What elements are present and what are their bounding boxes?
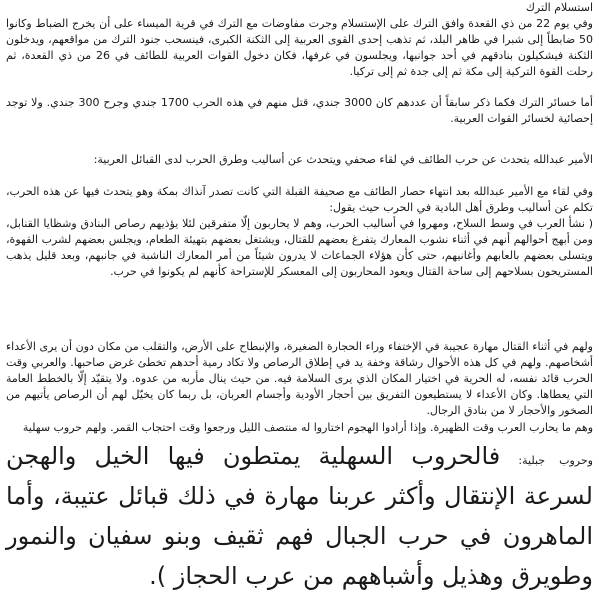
paragraph-quote-part3-line1: وهم ما يحارب العرب وقت الظهيرة. وإذا أرادوا الهجوم اختاروا له منتصف الليل ورجعوا وقت احتجاب القمر. ولهم حروب سهلية: [22, 421, 593, 434]
paragraph-large-text: فالحروب السهلية يمتطون فيها الخيل والهجن لسرعة الإنتقال وأكثر عربنا مهارة في ذلك قبائل عتيبة، وأما الماهرون في حرب الجبال فهم ثقيف وبنو سفيان والنمور وطويرق وهذيل وأشباههم من عرب الحجاز ).: [6, 442, 593, 590]
paragraph-quote-part2: ولهم في أثناء القتال مهارة عجيبة في الإختفاء وراء الحجارة الصغيرة، والإنبطاح على الأرض، والتقلب من مكان دون أن يرى الأعداء أشخاصهم. ولهم في كل هذه الأحوال رشاقة وخفة يد في إطلاق الرصاص ولا تكاد رمية أحدهم تخطئ غرض صاحبها. والعربي وقت الحرب قائد نفسه، له الحرية في اختيار المكان الذي يرى السلامة فيه. من حيث ينال مأربه من عدوه. ولا يتقيّد إلّا بالخطط العامة التي يعطاها. وكان الأعداء لا يستطيعون التفريق بين أحجار الأودية وأجسام العربان، بل ربما كان يخيّل لهم أن الرصاص يأتيهم من الصخور والأحجار لا من بنادق الرجال.: [6, 340, 593, 417]
paragraph-heading-prince: الأمير عبدالله يتحدث عن حرب الطائف في لقاء صحفي ويتحدث عن أساليب وطرق الحرب لدى القبائل العربية:: [93, 153, 593, 166]
article-page: [6, 0, 593, 595]
paragraph-quote-part3: [6, 420, 593, 596]
paragraph-surrender: استسلام الترك وفي يوم 22 من ذي القعدة وافق الترك على الإستسلام وجرت مفاوضات مع الترك في قرية الميساء على أن يخرج الضباط وكانوا 50 ضابطاً إلى شبرا في ظاهر البلد، ثم تذهب إحدى القوى العربية إلى الثكنة الكبرى، فينسحب جنود الترك من مواقعهم، ويدخلون الثكنة فيشكيلون بنادقهم في أحد جوانبها، ويجلسون في غرفها، فكان دخول القوات العربية للطائف في 26 من ذي القعدة، ثم رحلت القوة التركية إلى مكة ثم إلى جدة ثم إلى تركيا.: [6, 1, 593, 78]
paragraph-quote-part1: ( نشأ العرب في وسط السلاح، ومهروا في أساليب الحرب، وهم لا يحاربون إلّا متفرقين لئلا يؤذيهم رصاص البنادق وشظايا القنابل، ومن أبهج أحوالهم أنهم في أثناء نشوب المعارك يتفرغ بعضهم للقتال، ويشتغل بعضهم بتهيئة الطعام، ويجلس بعضهم لشرب القهوة، ويتسلى بعضهم بالعابهم وأغانيهم، حتى كأن هؤلاء الجماعات لا يدرون شيئاً من أمر المعارك الناشبة في جانبهم، وبعد قليل يذهب المستريحون بسلاحهم إلى ساحة القتال ويعود المحاربون إلى المعسكر للإستراحة كأنهم لم يكونوا في حرب.: [6, 217, 593, 278]
paragraph-losses: أما خسائر الترك فكما ذكر سابقاً أن عددهم كان 3000 جندي، قتل منهم في هذه الحرب 1700 جندي وجرح 300 جندي. ولا توجد إحصائية لخسائر القوات العربية.: [6, 96, 593, 125]
paragraph-quote-part3-large: [6, 436, 593, 596]
paragraph-lead-text: وحروب جبلية:: [518, 454, 593, 467]
paragraph-interview: وفي لقاء مع الأمير عبدالله بعد انتهاء حصار الطائف مع صحيفة القبلة التي كانت تصدر آنذاك بمكة وهو يتحدث فيها عن هذه الحرب، تكلم عن أساليب وطرق أهل البادية في الحرب حيث يقول:: [6, 185, 593, 214]
